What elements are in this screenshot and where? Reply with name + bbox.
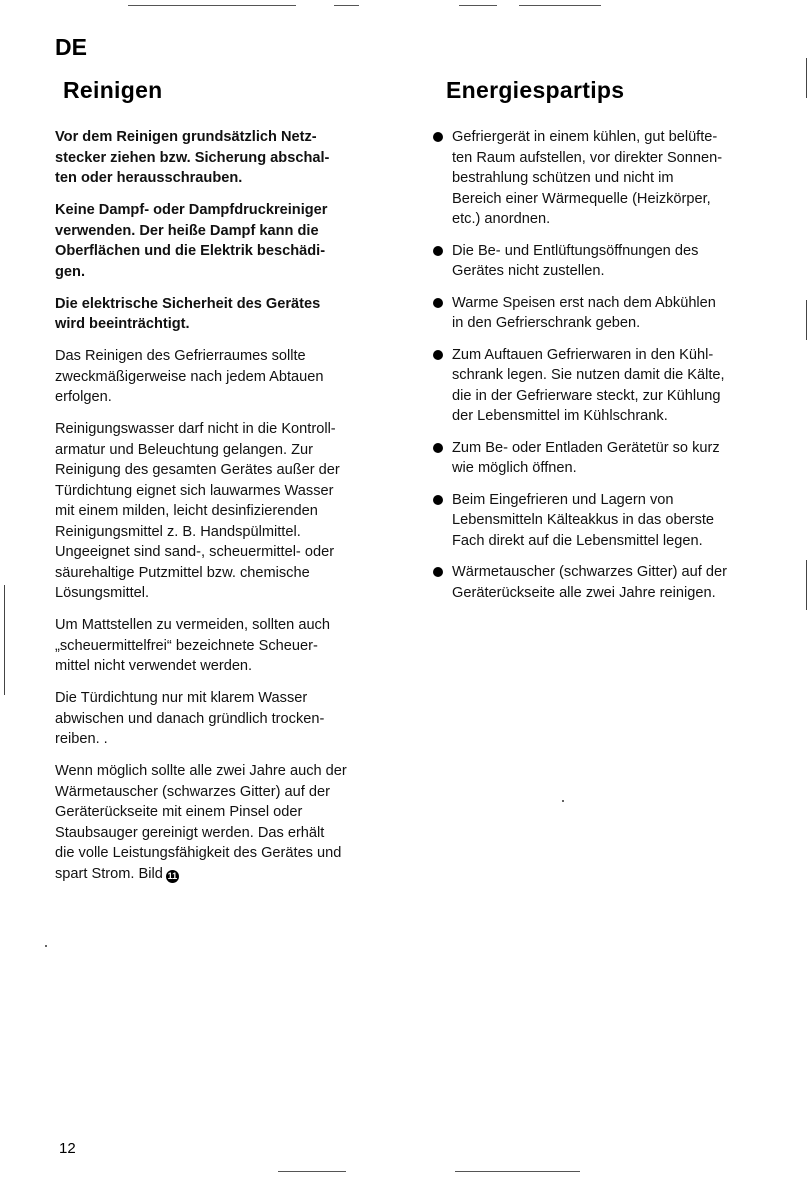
energy-tip-text (452, 347, 725, 425)
scan-speck (45, 945, 47, 947)
energy-tip-text (452, 129, 722, 227)
text-line: armatur und Beleuchtung gelangen. Zur (55, 441, 313, 458)
energy-tip-item (432, 438, 777, 479)
text-line: stecker ziehen bzw. Sicherung abschal- (55, 149, 330, 166)
text-line: Ungeeignet sind sand-, scheuermittel- oder (55, 544, 335, 560)
text-line: Zum Auftauen Gefrierwaren in den Kühl- (452, 346, 714, 363)
text-line: ten oder herausschrauben. (55, 170, 243, 186)
text-line: Reinigung des gesamten Gerätes außer der (55, 462, 340, 478)
energy-tip-item (432, 562, 777, 603)
cleaning-column (55, 127, 407, 896)
text-line: Keine Dampf- oder Dampfdruckreiniger (55, 202, 328, 218)
language-tag: DE (55, 34, 87, 60)
body-paragraph (55, 761, 407, 884)
text-line: Fach direkt auf die Lebensmittel legen. (452, 532, 703, 549)
bullet-dot-icon (433, 132, 443, 142)
body-paragraph (55, 615, 407, 677)
text-line: schrank legen. Sie nutzen damit die Kälte, (452, 367, 725, 383)
page-number: 12 (59, 1140, 76, 1157)
text-line: die in der Gefrierware steckt, zur Kühlung (452, 387, 721, 404)
text-line: Lebensmitteln Kälteakkus in das oberste (452, 512, 715, 528)
section-heading-energy-tips: Energiespartips (446, 77, 625, 103)
text-line: Die elektrische Sicherheit des Gerätes (55, 295, 321, 312)
scan-edge-mark (806, 560, 807, 610)
text-line: der Lebensmittel im Kühlschrank. (452, 408, 668, 424)
text-line: etc.) anordnen. (452, 211, 551, 227)
energy-tip-text (452, 440, 720, 477)
bullet-dot-icon (433, 567, 443, 577)
body-paragraph (55, 419, 407, 604)
bullet-dot-icon (433, 495, 443, 505)
scan-edge-mark (806, 300, 807, 340)
text-line: Oberflächen und die Elektrik beschädi- (55, 243, 326, 259)
warning-paragraph (55, 294, 407, 335)
scan-line-top-1 (128, 5, 296, 6)
text-line: Warme Speisen erst nach dem Abkühlen (452, 294, 716, 311)
bullet-dot-icon (433, 246, 443, 256)
text-line: Das Reinigen des Gefrierraumes sollte (55, 348, 306, 364)
energy-tip-text (452, 492, 714, 549)
scan-speck (562, 800, 564, 802)
warning-paragraph (55, 200, 407, 282)
bullet-dot-icon (433, 298, 443, 308)
text-line: mit einem milden, leicht desinfizierenden (55, 503, 318, 519)
text-line: Wärmetauscher (schwarzes Gitter) auf der (55, 783, 330, 800)
energy-tip-item (432, 490, 777, 552)
scan-line-bottom-1 (278, 1171, 346, 1172)
text-line: ten Raum aufstellen, vor direkter Sonnen- (452, 149, 723, 166)
bullet-dot-icon (433, 350, 443, 360)
scan-edge-mark (806, 58, 807, 98)
text-line: mittel nicht verwendet werden. (55, 658, 253, 674)
text-line: Bereich einer Wärmequelle (Heizkörper, (452, 190, 711, 207)
text-line: Die Be- und Entlüftungsöffnungen des (452, 242, 699, 259)
text-line: reiben. . (55, 731, 108, 747)
text-line: gen. (55, 263, 85, 280)
energy-tip-text (452, 243, 698, 280)
text-line: wird beeinträchtigt. (55, 316, 190, 332)
body-paragraph (55, 346, 407, 408)
energy-tip-text (452, 564, 727, 601)
text-line: Gerätes nicht zustellen. (452, 263, 605, 279)
figure-reference-badge: 11 (167, 870, 178, 881)
warning-paragraph (55, 127, 407, 189)
text-line: in den Gefrierschrank geben. (452, 315, 641, 331)
text-line: Um Mattstellen zu vermeiden, sollten auch (55, 617, 330, 633)
text-line: Die Türdichtung nur mit klarem Wasser (55, 690, 308, 706)
text-line: Wenn möglich sollte alle zwei Jahre auch der (55, 763, 347, 779)
scan-edge-mark (4, 585, 5, 695)
energy-tip-item (432, 241, 777, 282)
text-line: Vor dem Reinigen grundsätzlich Netz- (55, 129, 317, 145)
text-line: „scheuermittelfrei“ bezeichnete Scheuer- (55, 637, 318, 654)
energy-tip-item (432, 345, 777, 427)
scan-line-top-4 (519, 5, 601, 6)
text-line: die volle Leistungsfähigkeit des Gerätes und (55, 845, 342, 861)
text-line: Zum Be- oder Entladen Gerätetür so kurz (452, 439, 720, 456)
text-line: Reinigungswasser darf nicht in die Kontroll- (55, 421, 336, 437)
text-line: Wärmetauscher (schwarzes Gitter) auf der (452, 564, 727, 580)
text-line: abwischen und danach gründlich trocken- (55, 710, 325, 727)
scan-line-top-3 (459, 5, 497, 6)
text-line: Geräterückseite alle zwei Jahre reinigen. (452, 584, 716, 601)
text-line: Reinigungsmittel z. B. Handspülmittel. (55, 523, 301, 540)
text-line: säurehaltige Putzmittel bzw. chemische (55, 564, 310, 581)
energy-tip-item (432, 293, 777, 334)
text-line: Geräterückseite mit einem Pinsel oder (55, 804, 303, 820)
text-line: Lösungsmittel. (55, 585, 150, 601)
body-paragraph (55, 688, 407, 750)
energy-tip-text (452, 295, 716, 332)
energy-tip-item (432, 127, 777, 230)
text-line: Staubsauger gereinigt werden. Das erhält (55, 824, 325, 841)
text-line: erfolgen. (55, 389, 112, 405)
text-line: Beim Eingefrieren und Lagern von (452, 491, 674, 508)
energy-tips-column (432, 127, 777, 614)
text-line: Gefriergerät in einem kühlen, gut belüfte- (452, 129, 718, 145)
scan-line-top-2 (334, 5, 359, 6)
text-line: verwenden. Der heiße Dampf kann die (55, 222, 319, 239)
text-line: bestrahlung schützen und nicht im (452, 170, 674, 186)
bullet-dot-icon (433, 443, 443, 453)
text-line: wie möglich öffnen. (452, 460, 577, 476)
scan-line-bottom-2 (455, 1171, 580, 1172)
text-line: zweckmäßigerweise nach jedem Abtauen (55, 368, 324, 385)
text-line: Türdichtung eignet sich lauwarmes Wasser (55, 482, 334, 499)
section-heading-cleaning: Reinigen (63, 77, 163, 103)
text-line: spart Strom. Bild (55, 865, 163, 882)
